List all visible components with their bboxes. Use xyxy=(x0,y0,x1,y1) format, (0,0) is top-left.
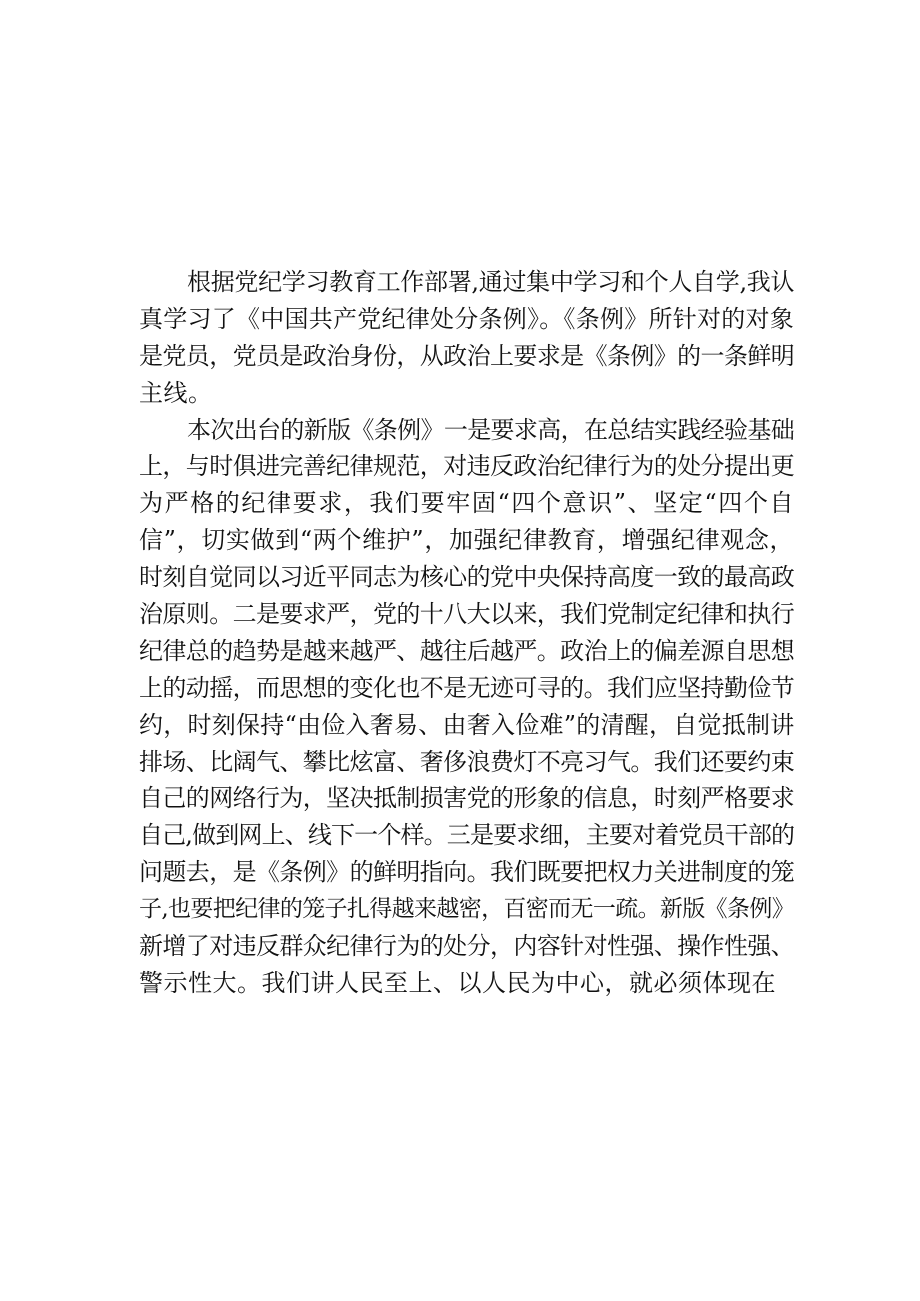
paragraph-line: 是党员，党员是政治身份，从政治上要求是《条例》的一条鲜明 xyxy=(139,341,794,370)
paragraph-line: 问题去，是《条例》的鲜明指向。我们既要把权力关进制度的笼 xyxy=(139,858,794,887)
paragraph-line: 子,也要把纪律的笼子扎得越来越密，百密而无一疏。新版《条例》 xyxy=(139,896,794,923)
paragraph-line: 排场、比阔气、攀比炫富、奢侈浪费灯不亮习气。我们还要约束 xyxy=(139,747,794,776)
paragraph-line: 自己,做到网上、线下一个样。三是要求细，主要对着党员干部的 xyxy=(139,821,794,850)
paragraph-line: 纪律总的趋势是越来越严、越往后越严。政治上的偏差源自思想 xyxy=(139,636,794,665)
paragraph-line: 根据党纪学习教育工作部署,通过集中学习和个人自学,我认 xyxy=(187,268,794,296)
paragraph-line: 约，时刻保持“由俭入奢易、由奢入俭难”的清醒，自觉抵制讲 xyxy=(139,710,795,739)
paragraph-line: 上的动摇，而思想的变化也不是无迹可寻的。我们应坚持勤俭节 xyxy=(139,673,794,702)
paragraph-line: 警示性大。我们讲人民至上、以人民为中心，就必须体现在 xyxy=(139,968,776,997)
paragraph-line: 新增了对违反群众纪律行为的处分，内容针对性强、操作性强、 xyxy=(139,932,794,961)
paragraph-line: 上，与时俱进完善纪律规范，对违反政治纪律行为的处分提出更 xyxy=(139,452,794,481)
paragraph-1 xyxy=(139,264,794,412)
paragraph-2 xyxy=(139,412,794,1002)
paragraph-line: 信”，切实做到“两个维护”，加强纪律教育，增强纪律观念， xyxy=(139,526,794,555)
paragraph-line: 真学习了《中国共产党纪律处分条例》。《条例》所针对的对象 xyxy=(139,304,794,333)
document-body xyxy=(139,264,794,1002)
paragraph-line: 自己的网络行为，坚决抵制损害党的形象的信息，时刻严格要求 xyxy=(139,784,794,813)
paragraph-line: 时刻自觉同以习近平同志为核心的党中央保持高度一致的最高政 xyxy=(139,563,794,592)
paragraph-line: 治原则。二是要求严，党的十八大以来，我们党制定纪律和执行 xyxy=(139,600,794,629)
paragraph-line: 本次出台的新版《条例》一是要求高，在总结实践经验基础 xyxy=(187,415,794,444)
paragraph-line: 为严格的纪律要求，我们要牢固“四个意识”、坚定“四个自 xyxy=(139,489,794,518)
paragraph-line: 主线。 xyxy=(139,378,213,407)
